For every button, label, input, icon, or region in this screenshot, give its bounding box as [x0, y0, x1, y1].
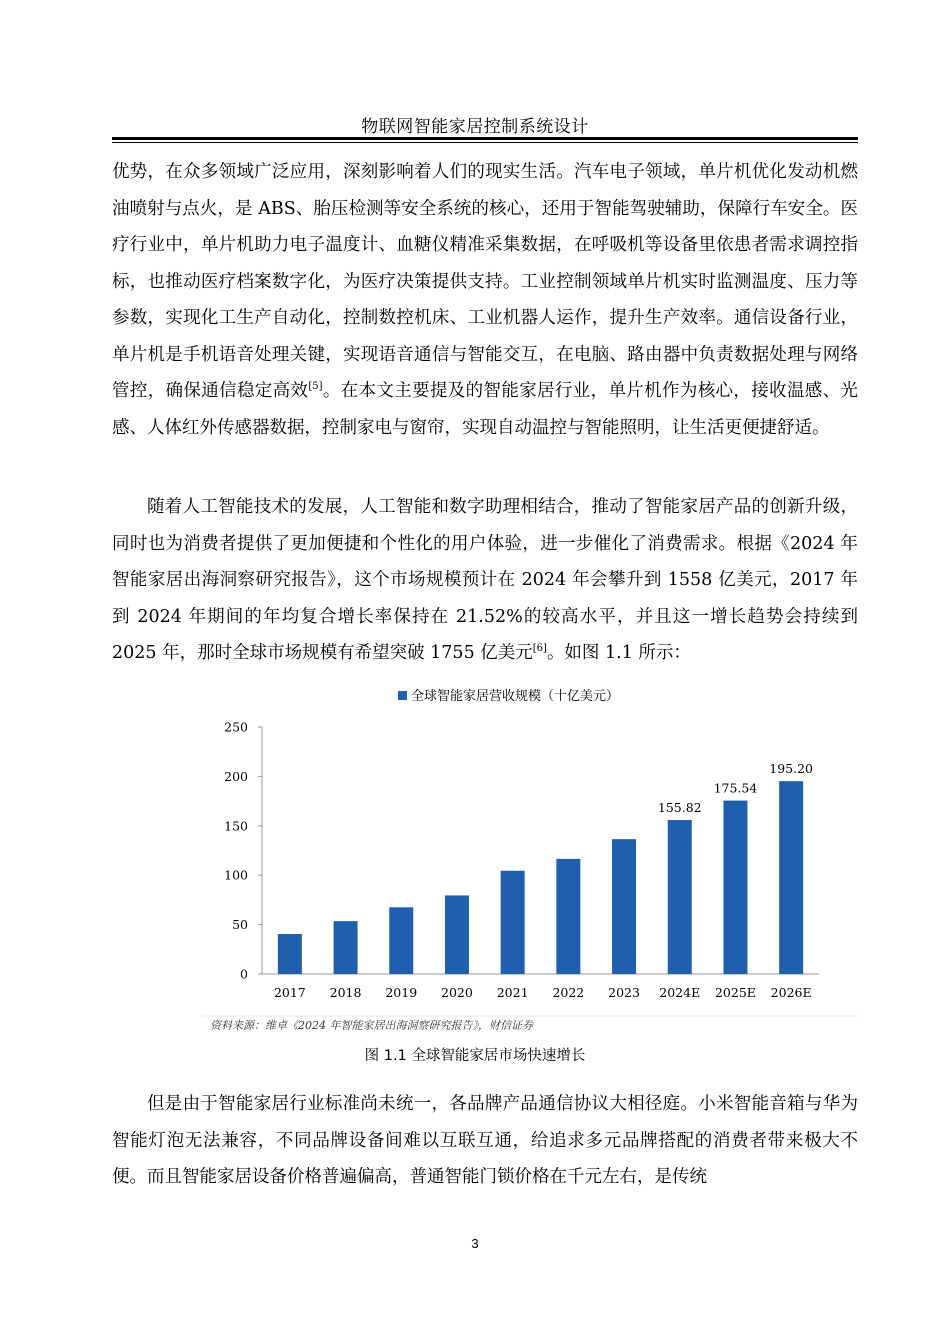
header-rule-thick — [112, 137, 858, 140]
x-tick-label: 2024E — [659, 985, 701, 1000]
bar-2018 — [334, 921, 358, 974]
x-tick-label: 2020 — [441, 985, 473, 1000]
legend-swatch — [398, 691, 407, 700]
running-header-title: 物联网智能家居控制系统设计 — [361, 117, 589, 137]
x-tick-label: 2017 — [273, 985, 306, 1000]
x-tick-label: 2021 — [496, 985, 529, 1000]
revenue-bar-chart — [202, 678, 858, 1038]
paragraph-text: 。如图 1.1 所示： — [546, 643, 691, 663]
bar-2025E — [723, 801, 747, 974]
y-tick-label: 100 — [224, 867, 248, 883]
bar-2024E — [668, 820, 692, 974]
data-label-2024E: 155.82 — [657, 800, 702, 816]
x-tick-label: 2026E — [770, 985, 812, 1000]
legend-label: 全球智能家居营收规模（十亿美元） — [411, 689, 620, 704]
figure-chart — [202, 678, 858, 1038]
bar-2026E — [779, 781, 803, 974]
paragraph-industry-challenges: 但是由于智能家居行业标准尚未统一，各品牌产品通信协议大相径庭。小米智能音箱与华为智能灯泡无法兼容，不同品牌设备间难以互联互通，给追求多元品牌搭配的消费者带来极大不便。而且智能家居设备价格普遍偏高，普通智能门锁价格在千元左右，是传统 — [112, 1094, 858, 1187]
bar-2022 — [556, 859, 580, 974]
x-tick-label: 2023 — [608, 985, 640, 1000]
bar-2023 — [612, 839, 636, 974]
bar-2020 — [445, 895, 469, 974]
bar-2017 — [278, 934, 302, 974]
citation-6: [6] — [532, 643, 547, 655]
x-tick-label: 2025E — [714, 985, 756, 1000]
y-tick-label: 250 — [224, 719, 248, 735]
bar-2019 — [389, 907, 413, 974]
header-rule-thin — [112, 142, 858, 143]
paragraph-market-growth — [112, 489, 858, 672]
y-tick-label: 150 — [224, 818, 248, 834]
y-tick-label: 0 — [240, 966, 248, 982]
y-tick-label: 200 — [224, 768, 248, 784]
paragraph-text: 。在本文主要提及的智能家居行业，单片机作为核心，接收温感、光感、人体红外传感器数据，控制家电与窗帘，实现自动温控与智能照明，让生活更便捷舒适。 — [112, 381, 858, 438]
data-label-2025E: 175.54 — [713, 780, 758, 796]
chart-source-note: 资料来源：维卓《2024 年智能家居出海洞察研究报告》，财信证券 — [210, 1019, 533, 1032]
x-tick-label: 2018 — [329, 985, 362, 1000]
bar-2021 — [501, 871, 525, 974]
figure-caption: 图 1.1 全球智能家居市场快速增长 — [364, 1048, 586, 1064]
paragraph-microcontroller-applications — [112, 154, 858, 446]
y-tick-label: 50 — [232, 917, 248, 933]
paragraph-text: 优势，在众多领域广泛应用，深刻影响着人们的现实生活。汽车电子领域，单片机优化发动机燃油喷射与点火，是 ABS、胎压检测等安全系统的核心，还用于智能驾驶辅助，保障行车安全。医疗行业中，单片机助力电子温度计、血糖仪精准采集数据，在呼吸机等设备里依患者需求调控指标，也推动医疗档案数字化，为医疗决策提供支持。工业控制领域单片机实时监测温度、压力等参数，实现化工生产自动化，控制数控机床、工业机器人运作，提升生产效率。通信设备行业，单片机是手机语音处理关键，实现语音通信与智能交互，在电脑、路由器中负责数据处理与网络管控，确保通信稳定高效 — [112, 162, 858, 401]
page-number: 3 — [471, 1236, 479, 1251]
paragraph-text: 随着人工智能技术的发展，人工智能和数字助理相结合，推动了智能家居产品的创新升级，同时也为消费者提供了更加便捷和个性化的用户体验，进一步催化了消费需求。根据《2024 年智能家居出海洞察研究报告》，这个市场规模预计在 2024 年会攀升到 1558 亿美元，2017 年到 2024 年期间的年均复合增长率保持在 21.52%的较高水平，并且这一增长趋势会持续到 2025 年，那时全球市场规模有希望突破 1755 亿美元 — [112, 497, 858, 663]
data-label-2026E: 195.20 — [769, 761, 814, 777]
x-tick-label: 2019 — [385, 985, 418, 1000]
x-tick-label: 2022 — [552, 985, 585, 1000]
citation-5: [5] — [308, 381, 323, 393]
